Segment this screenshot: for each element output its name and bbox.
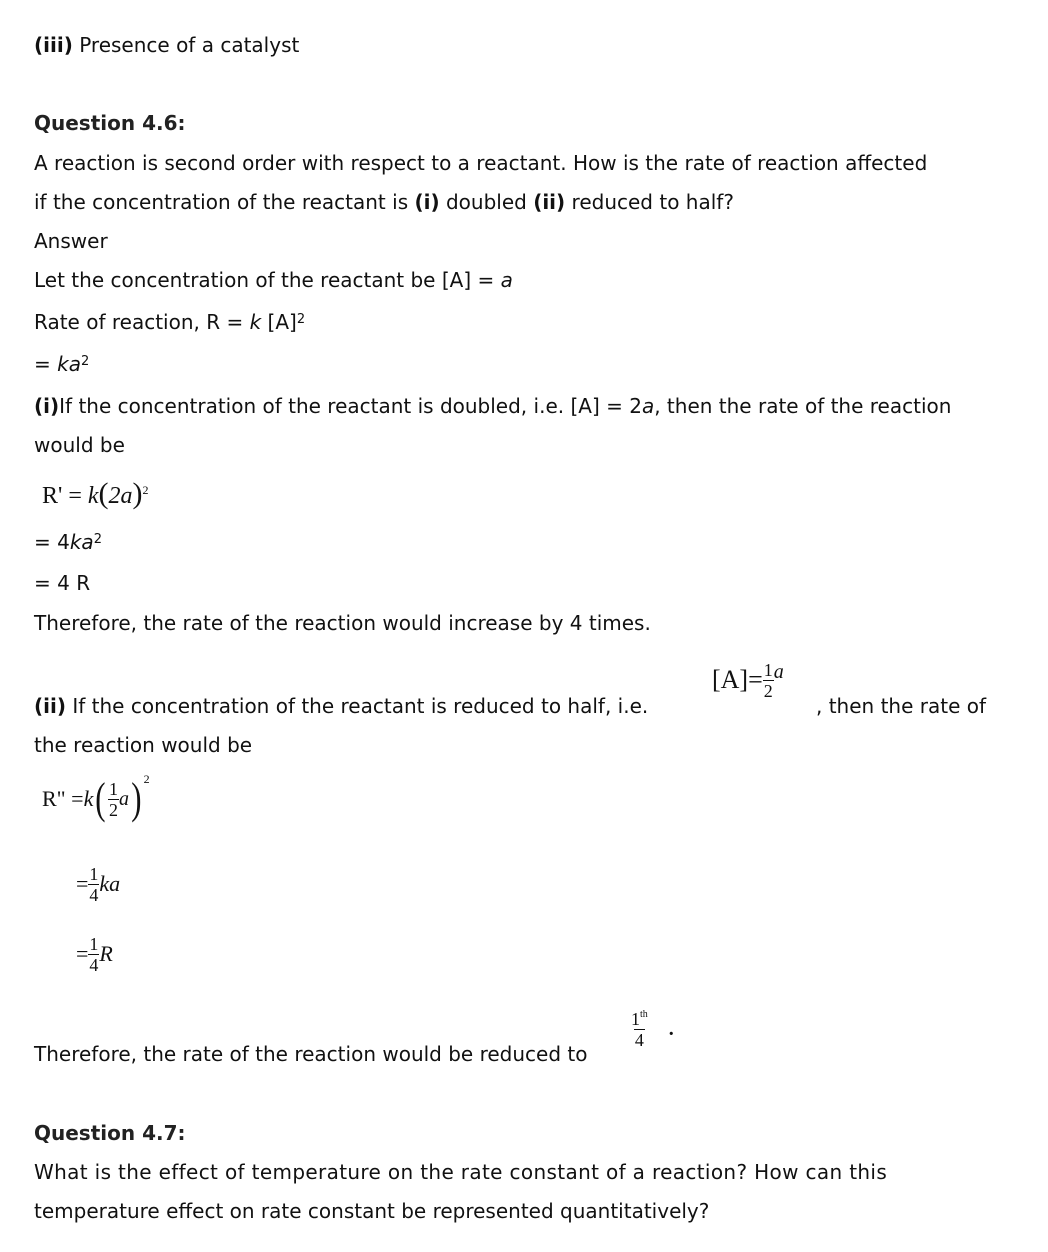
open-paren: ( [98,477,109,510]
ordinal-suffix: th [640,1008,648,1020]
part-ii-label: (ii) [34,694,66,718]
equation-r-double-prime [42,774,150,824]
variable-k: k [249,310,262,334]
fraction-one-half [763,661,774,700]
term-ka: ka [99,871,121,896]
equals-sign: = [76,871,89,896]
exponent: 2 [93,532,102,547]
question-4-6-text-line-2 [34,190,734,214]
text-span: if the concentration of the reactant is [34,190,415,214]
equation-lhs: R" = [42,786,84,811]
denominator: 2 [763,680,773,701]
text-span: doubled [439,190,534,214]
variable-a: a [500,268,513,292]
exponent: 2 [142,483,149,497]
question-4-7-text-line-2: temperature effect on rate constant be represented quantitatively? [34,1199,710,1223]
part-ii-label: (ii) [533,190,566,214]
variable-a: a [641,394,655,418]
numerator-digit: 1 [631,1008,640,1029]
text-span: = [34,352,58,376]
exponent: 2 [143,772,150,786]
fraction-quarter-th [630,996,674,1062]
part-i-label: (i) [34,394,60,418]
variable-ka: ka [57,352,81,376]
denominator: 4 [89,954,99,975]
four-ka-squared-line [34,530,102,554]
text-span: = 4 [34,530,70,554]
would-be-line: would be [34,433,125,457]
text-span: Let the concentration of the reactant be [A] = [34,268,501,292]
term-2a: 2a [108,483,133,509]
numerator [630,1010,649,1029]
text-span: , then the rate of the reaction [654,394,952,418]
term-r: R [99,941,113,966]
item-text: Presence of a catalyst [72,33,300,57]
item-label: (iii) [34,33,73,57]
variable-ka: ka [69,530,94,554]
then-rate-of-text: , then the rate of [816,694,987,718]
equation-a-half [712,650,784,710]
equals-sign: = [76,941,89,966]
open-paren: ( [95,774,106,823]
text-span: If the concentration of the reactant is doubled, i.e. [A] = 2 [59,394,642,418]
variable-a: a [773,661,784,683]
close-paren: ) [132,477,143,510]
four-r-line: = 4 R [34,571,91,595]
fraction-one-quarter [88,935,99,974]
catalyst-line [34,33,299,57]
fraction-one-quarter [630,1010,649,1049]
text-span: Rate of reaction, R = [34,310,250,334]
denominator: 2 [108,799,118,820]
numerator: 1 [763,659,773,680]
exponent: 2 [296,312,306,327]
equation-quarter-ka [76,858,120,910]
equation-lhs: R' = [42,483,88,509]
question-4-7-title: Question 4.7: [34,1121,186,1145]
therefore-reduced-line: Therefore, the rate of the reaction would be reduced to [34,1042,588,1066]
question-4-6-title: Question 4.6: [34,111,186,135]
equation-quarter-r [76,928,113,980]
question-4-7-text-line-1: What is the effect of temperature on the rate constant of a reaction? How can this [34,1160,888,1184]
close-paren: ) [131,774,142,823]
variable-k: k [83,786,94,811]
therefore-increase-line: Therefore, the rate of the reaction would increase by 4 times. [34,611,651,635]
part-i-label: (i) [414,190,440,214]
part-i-line [34,394,951,418]
variable-a: a [118,787,129,810]
denominator: 4 [89,884,99,905]
exponent: 2 [80,354,90,369]
let-concentration-line [34,268,513,292]
fraction-one-half [108,780,119,819]
equation-r-prime [42,474,149,516]
variable-k: k [87,483,99,509]
equation-lhs: [A]= [712,665,763,694]
answer-label: Answer [34,229,108,253]
part-ii-line [34,694,648,718]
rate-of-reaction-line [34,310,305,334]
text-span: reduced to half? [565,190,734,214]
text-span: [A] [261,310,297,334]
fraction-one-quarter [88,865,99,904]
period: . [668,1017,674,1040]
numerator: 1 [108,778,118,799]
ka-squared-line [34,352,89,376]
reaction-would-be-line: the reaction would be [34,733,253,757]
question-4-6-text-line-1: A reaction is second order with respect to a reactant. How is the rate of reaction affected [34,151,928,175]
numerator: 1 [89,863,99,884]
text-span: If the concentration of the reactant is reduced to half, i.e. [66,694,649,718]
numerator: 1 [89,933,99,954]
denominator: 4 [634,1029,644,1050]
